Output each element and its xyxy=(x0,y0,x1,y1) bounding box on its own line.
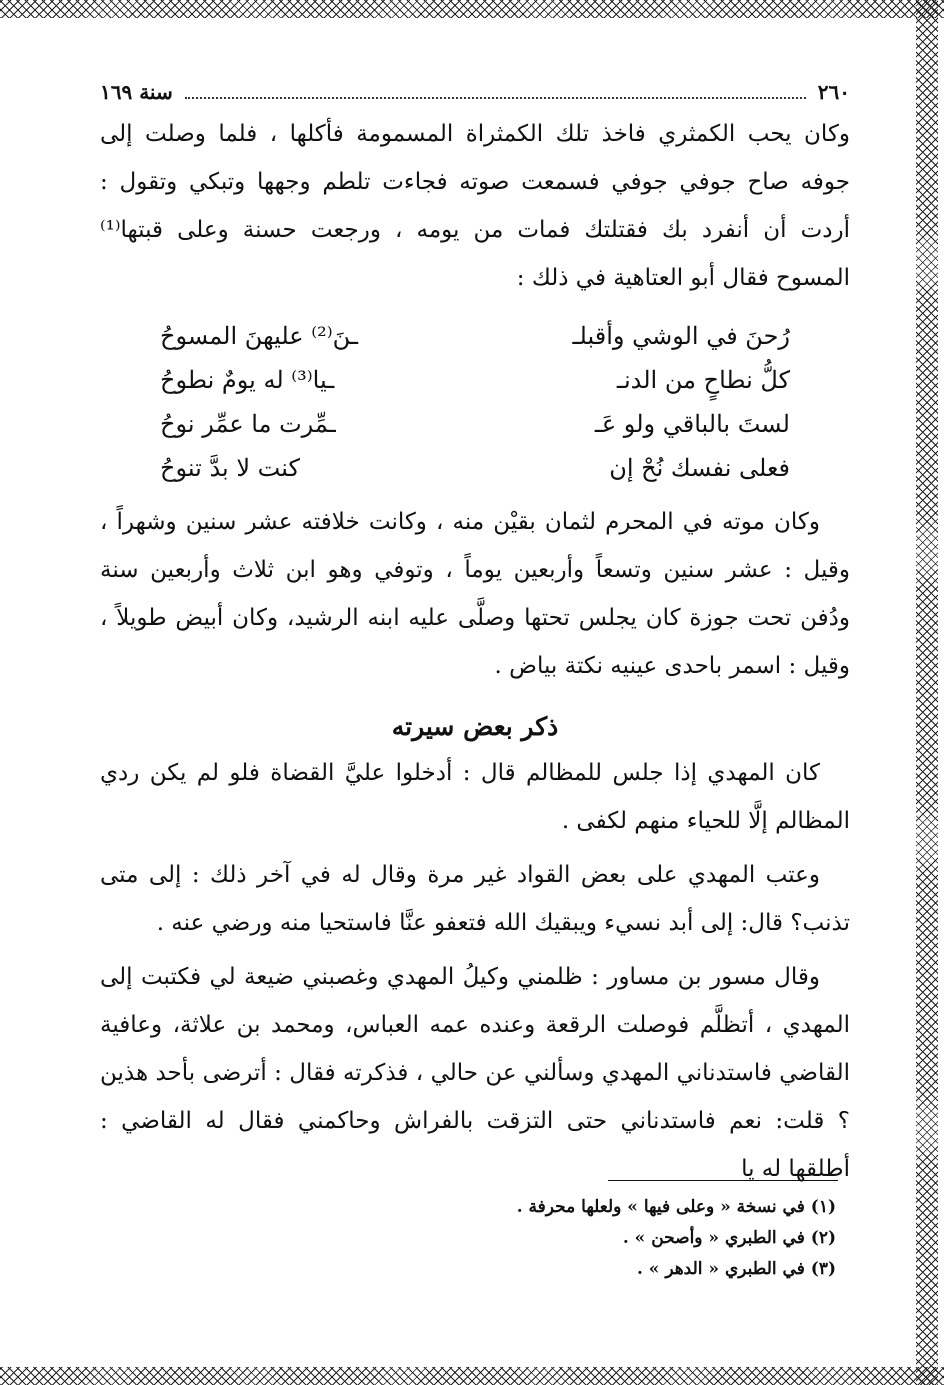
poem-verse xyxy=(160,402,790,446)
header-year: سنة ١٦٩ xyxy=(100,80,173,104)
verse-second-hemistich: ـنَ⁽²⁾ عليهنَ المسوحُ xyxy=(160,322,358,350)
paragraph-death: وكان موته في المحرم لثمان بقيْن منه ، وكانت خلافته عشر سنين وشهراً ، وقيل : عشر سنين وتسعاً وأربعين يوماً ، وتوفي وهو ابن ثلاث وأربعين سنة ودُفن تحت جوزة كان يجلس تحتها وصلَّى عليه ابنه الرشيد، وكان أبيض طويلاً ، وقيل : اسمر باحدى عينيه نكتة بياض . xyxy=(100,509,850,679)
page-body xyxy=(100,80,850,1193)
section-title: ذكر بعض سيرته xyxy=(391,712,559,741)
poem xyxy=(160,314,790,490)
top-border-ornament xyxy=(0,0,944,18)
paragraph-intro: وكان يحب الكمثري فاخذ تلك الكمثراة المسمومة فأكلها ، فلما وصلت إلى جوفه صاح جوفي جوفي فسمعت صوته فجاءت تلطم وجهها وتبكي وتقول : أردت أن أنفرد بك فقتلتك فمات من يومه ، ورجعت حسنة وعلى قبتها⁽¹⁾ المسوح فقال أبو العتاهية في ذلك : xyxy=(100,121,850,291)
paragraph-section-1: كان المهدي إذا جلس للمظالم قال : أدخلوا عليَّ القضاة فلو لم يكن ردي المظالم إلَّا للحياء منهم لكفى . xyxy=(100,760,850,834)
verse-second-hemistich: ـمِّرت ما عمِّر نوحُ xyxy=(160,410,336,438)
page-number: ٢٦٠ xyxy=(817,80,850,104)
poem-verse xyxy=(160,446,790,490)
header-dots xyxy=(185,87,806,99)
verse-first-hemistich: رُحنَ في الوشي وأقبلـ xyxy=(572,322,790,350)
poem-verse xyxy=(160,358,790,402)
footnote: (٢) في الطبري « وأصحن » . xyxy=(622,1228,836,1248)
footnote-rule xyxy=(608,1180,838,1181)
footnote: (١) في نسخة « وعلى فيها » ولعلها محرفة . xyxy=(516,1197,836,1217)
right-border-ornament xyxy=(916,0,938,1385)
paragraph-section-3: وقال مسور بن مساور : ظلمني وكيلُ المهدي وغصبني ضيعة لي فكتبت إلى المهدي ، أتظلَّم فوصلت الرقعة وعنده عمه العباس، ومحمد بن علاثة، وعافية القاضي فاستدناني المهدي وسألني عن حالي ، فذكرته فقال : أترضى بأحد هذين ؟ قلت: نعم فاستدناني حتى التزقت بالفراش وحاكمني فقال له القاضي : أطلقها له يا xyxy=(100,964,850,1182)
poem-verse xyxy=(160,314,790,358)
verse-first-hemistich: لستَ بالباقي ولو عَـ xyxy=(594,410,790,438)
verse-second-hemistich: ـيا⁽³⁾ له يومٌ نطوحُ xyxy=(160,366,335,394)
bottom-border-ornament xyxy=(0,1367,944,1385)
verse-second-hemistich: كنت لا بدَّ تنوحُ xyxy=(160,454,300,482)
verse-first-hemistich: فعلى نفسك نُحْ إن xyxy=(609,454,790,482)
running-header xyxy=(100,80,850,104)
footnote: (٣) في الطبري « الدهر » . xyxy=(636,1259,836,1279)
verse-first-hemistich: كلُّ نطاحٍ من الدنـ xyxy=(616,366,790,394)
paragraph-section-2: وعتب المهدي على بعض القواد غير مرة وقال له في آخر ذلك : إلى متى تذنب؟ قال: إلى أبد نسيء ويبقيك الله فتعفو عنَّا فاستحيا منه ورضي عنه . xyxy=(100,862,850,936)
footnotes xyxy=(400,1192,836,1285)
